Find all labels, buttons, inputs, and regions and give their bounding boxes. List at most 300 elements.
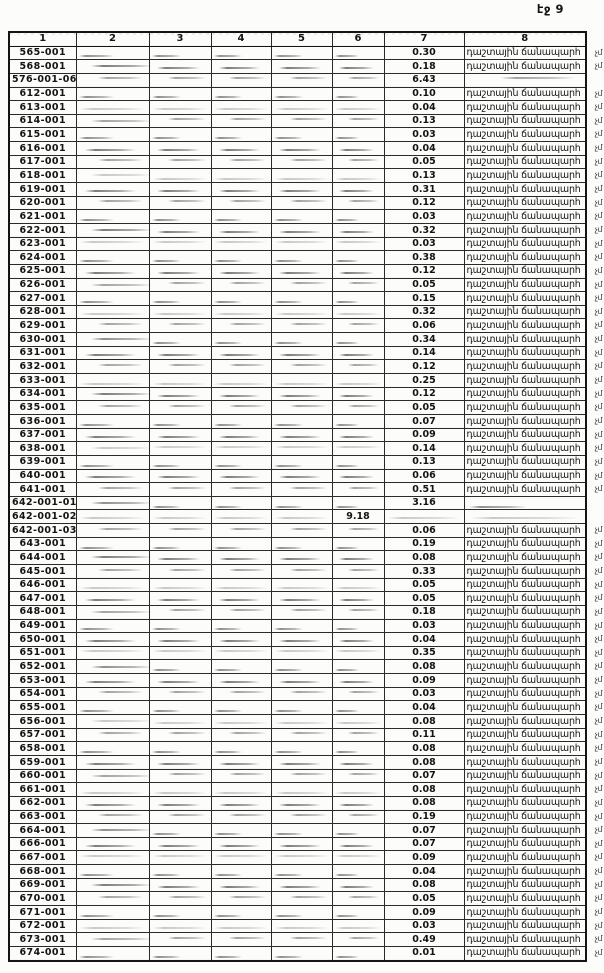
empty-cell [332, 919, 384, 933]
table-row [9, 619, 586, 633]
clipped-overflow-text: չմ [594, 375, 602, 385]
cell-area-col7: 0.12 [384, 387, 464, 401]
clipped-overflow-text: չմ [594, 756, 602, 766]
cell-area-col7: 0.32 [384, 223, 464, 237]
empty-cell [271, 428, 332, 442]
land-use-text: դաշտային ճանապարհ [466, 701, 581, 713]
empty-cell [271, 769, 332, 783]
column-header-1: 1 [9, 32, 76, 46]
empty-cell [76, 183, 149, 197]
cell-land-use [464, 674, 602, 688]
empty-cell [271, 251, 332, 265]
table-row [9, 101, 586, 115]
cell-parcel-id: 655-001 [9, 701, 76, 715]
cell-parcel-id: 615-001 [9, 128, 76, 142]
land-use-text: դաշտային ճանապարհ [466, 156, 581, 168]
empty-cell [384, 510, 464, 524]
table-row [9, 906, 586, 920]
empty-cell [211, 946, 271, 960]
cell-area-col7: 3.16 [384, 496, 464, 510]
empty-cell [211, 728, 271, 742]
cell-land-use [464, 851, 602, 865]
empty-cell [149, 428, 211, 442]
empty-cell [149, 292, 211, 306]
cell-land-use [464, 619, 602, 633]
empty-cell [76, 142, 149, 156]
table-row [9, 469, 586, 483]
empty-cell [271, 824, 332, 838]
empty-cell [211, 333, 271, 347]
land-use-text: դաշտային ճանապարհ [466, 688, 581, 700]
empty-cell [211, 251, 271, 265]
cell-land-use [464, 524, 602, 538]
clipped-overflow-text: չմ [594, 129, 602, 139]
column-header-4: 4 [211, 32, 271, 46]
empty-cell [271, 892, 332, 906]
cell-land-use [464, 633, 602, 647]
column-header-7: 7 [384, 32, 464, 46]
clipped-overflow-text: չմ [594, 784, 602, 794]
empty-cell [271, 810, 332, 824]
land-use-text: դաշտային ճանապարհ [466, 483, 581, 495]
cell-land-use [464, 455, 602, 469]
clipped-overflow-text: չմ [594, 606, 602, 616]
cell-land-use [464, 60, 602, 74]
clipped-overflow-text: չմ [594, 415, 602, 425]
cell-area-col7: 0.06 [384, 319, 464, 333]
empty-cell [149, 469, 211, 483]
empty-cell [211, 674, 271, 688]
land-use-text: դաշտային ճանապարհ [466, 892, 581, 904]
empty-cell [211, 387, 271, 401]
clipped-overflow-text: չմ [594, 552, 602, 562]
empty-cell [149, 578, 211, 592]
cell-area-col7: 0.13 [384, 169, 464, 183]
cell-land-use [464, 428, 602, 442]
empty-cell [271, 442, 332, 456]
empty-cell [76, 946, 149, 960]
empty-cell [211, 660, 271, 674]
empty-cell [76, 278, 149, 292]
empty-cell [76, 674, 149, 688]
cell-land-use [464, 223, 602, 237]
table-row [9, 169, 586, 183]
land-use-text: դաշտային ճանապարհ [466, 852, 581, 863]
cell-parcel-id: 628-001 [9, 305, 76, 319]
empty-cell [271, 292, 332, 306]
empty-cell [332, 142, 384, 156]
cell-area-col7: 0.25 [384, 374, 464, 388]
table-row [9, 278, 586, 292]
cell-land-use [464, 933, 602, 947]
land-use-text: դաշտային ճանապարհ [466, 933, 581, 945]
clipped-overflow-text: չմ [594, 334, 602, 344]
cell-land-use [464, 906, 602, 920]
cell-parcel-id: 636-001 [9, 414, 76, 428]
cell-parcel-id: 642-001-03 [9, 524, 76, 538]
empty-cell [271, 919, 332, 933]
land-use-text: դաշտային ճանապարհ [466, 538, 581, 550]
cell-parcel-id: 651-001 [9, 646, 76, 660]
empty-cell [332, 551, 384, 565]
empty-cell [149, 742, 211, 756]
empty-cell [76, 87, 149, 101]
table-row [9, 183, 586, 197]
cell-land-use [464, 360, 602, 374]
land-use-text: դաշտային ճանապարհ [466, 306, 581, 318]
table-row [9, 73, 586, 87]
empty-cell [149, 524, 211, 538]
cell-parcel-id: 654-001 [9, 687, 76, 701]
cell-parcel-id: 673-001 [9, 933, 76, 947]
cell-parcel-id: 670-001 [9, 892, 76, 906]
cell-land-use [464, 142, 602, 156]
empty-cell [332, 469, 384, 483]
empty-cell [76, 687, 149, 701]
empty-cell [211, 810, 271, 824]
empty-cell [211, 142, 271, 156]
table-row [9, 237, 586, 251]
clipped-overflow-text: չմ [594, 688, 602, 698]
empty-cell [149, 783, 211, 797]
empty-cell [271, 674, 332, 688]
cell-area-col7: 0.19 [384, 537, 464, 551]
empty-cell [332, 237, 384, 251]
cell-area-col7: 0.05 [384, 278, 464, 292]
cell-land-use [464, 46, 602, 60]
clipped-overflow-text: չմ [594, 797, 602, 807]
empty-cell [271, 496, 332, 510]
land-use-text: դաշտային ճանապարհ [466, 88, 581, 100]
cell-area-col7: 0.08 [384, 660, 464, 674]
empty-cell [271, 196, 332, 210]
empty-cell [271, 387, 332, 401]
empty-cell [149, 46, 211, 60]
clipped-overflow-text: չմ [594, 279, 602, 289]
empty-cell [271, 46, 332, 60]
land-use-text: դաշտային ճանապարհ [466, 265, 581, 277]
empty-cell [271, 837, 332, 851]
table-row [9, 769, 586, 783]
cell-parcel-id: 647-001 [9, 592, 76, 606]
empty-cell [149, 687, 211, 701]
empty-cell [211, 278, 271, 292]
table-row [9, 892, 586, 906]
empty-cell [149, 755, 211, 769]
cell-parcel-id: 669-001 [9, 878, 76, 892]
cell-land-use [464, 319, 602, 333]
clipped-overflow-text: չմ [594, 429, 602, 439]
cell-area-col7: 0.09 [384, 906, 464, 920]
empty-cell [76, 360, 149, 374]
cell-land-use [464, 237, 602, 251]
empty-cell [211, 101, 271, 115]
empty-cell [211, 906, 271, 920]
empty-cell [211, 824, 271, 838]
empty-cell [271, 742, 332, 756]
empty-cell [76, 401, 149, 415]
cell-land-use [464, 346, 602, 360]
empty-cell [76, 728, 149, 742]
empty-cell [332, 687, 384, 701]
clipped-overflow-text: չմ [594, 47, 602, 57]
table-row [9, 933, 586, 947]
empty-cell [332, 837, 384, 851]
empty-cell [211, 578, 271, 592]
empty-cell [76, 210, 149, 224]
empty-cell [271, 73, 332, 87]
empty-cell [271, 592, 332, 606]
cell-area-col7: 0.32 [384, 305, 464, 319]
empty-cell [271, 128, 332, 142]
empty-cell [211, 496, 271, 510]
cell-land-use [464, 333, 602, 347]
empty-cell [76, 374, 149, 388]
table-row [9, 824, 586, 838]
empty-cell [149, 210, 211, 224]
cell-land-use [464, 264, 602, 278]
cell-land-use [464, 605, 602, 619]
empty-cell [149, 633, 211, 647]
empty-cell [332, 483, 384, 497]
empty-cell [332, 578, 384, 592]
clipped-overflow-text: չմ [594, 811, 602, 821]
empty-cell [149, 278, 211, 292]
empty-cell [211, 755, 271, 769]
table-row [9, 578, 586, 592]
cell-parcel-id: 629-001 [9, 319, 76, 333]
cell-area-col7: 0.09 [384, 428, 464, 442]
empty-cell [211, 715, 271, 729]
empty-cell [332, 374, 384, 388]
land-use-text: դաշտային ճանապարհ [466, 742, 581, 754]
empty-cell [271, 237, 332, 251]
land-use-text: դաշտային ճանապարհ [466, 169, 581, 181]
empty-cell [149, 933, 211, 947]
land-use-text: դաշտային ճանապարհ [466, 320, 581, 332]
cell-land-use [464, 483, 602, 497]
clipped-overflow-text: չմ [594, 907, 602, 916]
empty-cell [76, 837, 149, 851]
cell-parcel-id: 620-001 [9, 196, 76, 210]
cell-parcel-id: 656-001 [9, 715, 76, 729]
empty-cell [211, 564, 271, 578]
cell-area-col7: 0.13 [384, 455, 464, 469]
empty-cell [76, 619, 149, 633]
table-row [9, 414, 586, 428]
clipped-overflow-text: չմ [594, 647, 602, 657]
table-row [9, 564, 586, 578]
empty-cell [332, 755, 384, 769]
empty-cell [332, 633, 384, 647]
table-row [9, 537, 586, 551]
table-row [9, 455, 586, 469]
empty-cell [76, 810, 149, 824]
empty-cell [271, 906, 332, 920]
empty-cell [76, 333, 149, 347]
land-use-text: դաշտային ճանապարհ [466, 60, 581, 72]
empty-cell [332, 414, 384, 428]
cell-land-use [464, 442, 602, 456]
cell-area-col7: 0.08 [384, 742, 464, 756]
cell-area-col7: 0.08 [384, 715, 464, 729]
cell-parcel-id: 652-001 [9, 660, 76, 674]
empty-cell [149, 674, 211, 688]
land-use-text: դաշտային ճանապարհ [466, 183, 581, 195]
table-row [9, 210, 586, 224]
empty-cell [332, 183, 384, 197]
empty-cell [211, 892, 271, 906]
empty-cell [271, 305, 332, 319]
cell-area-col7: 0.12 [384, 196, 464, 210]
empty-cell [271, 360, 332, 374]
empty-cell [149, 946, 211, 960]
empty-cell [271, 755, 332, 769]
empty-cell [332, 783, 384, 797]
empty-cell [211, 210, 271, 224]
clipped-overflow-text: չմ [594, 634, 602, 644]
land-use-text: դաշտային ճանապարհ [466, 238, 581, 250]
empty-cell [332, 646, 384, 660]
empty-cell [332, 810, 384, 824]
cell-parcel-id: 660-001 [9, 769, 76, 783]
cell-land-use [464, 810, 602, 824]
clipped-overflow-text: չմ [594, 320, 602, 330]
table-row [9, 592, 586, 606]
land-use-text: դաշտային ճանապարհ [466, 333, 581, 345]
empty-cell [271, 264, 332, 278]
empty-cell [271, 933, 332, 947]
empty-cell [211, 851, 271, 865]
land-use-text: դաշտային ճանապարհ [466, 565, 581, 577]
empty-cell [211, 633, 271, 647]
cell-parcel-id: 662-001 [9, 796, 76, 810]
empty-cell [271, 169, 332, 183]
cell-area-col6: 9.18 [332, 510, 384, 524]
empty-cell [76, 564, 149, 578]
empty-cell [271, 796, 332, 810]
cell-area-col7: 0.09 [384, 674, 464, 688]
empty-cell [332, 769, 384, 783]
cell-land-use [464, 892, 602, 906]
land-use-text: դաշտային ճանապարհ [466, 620, 581, 632]
empty-cell [211, 114, 271, 128]
clipped-overflow-text: չմ [594, 934, 602, 944]
cell-parcel-id: 671-001 [9, 906, 76, 920]
empty-cell [149, 442, 211, 456]
cell-parcel-id: 625-001 [9, 264, 76, 278]
table-row [9, 251, 586, 265]
empty-cell [211, 360, 271, 374]
empty-cell [211, 455, 271, 469]
cell-land-use [464, 305, 602, 319]
cell-land-use [464, 783, 602, 797]
empty-cell [211, 878, 271, 892]
empty-cell [332, 428, 384, 442]
empty-cell [271, 715, 332, 729]
empty-cell [76, 251, 149, 265]
table-row [9, 837, 586, 851]
empty-cell [464, 496, 586, 510]
cell-area-col7: 0.08 [384, 551, 464, 565]
empty-cell [332, 865, 384, 879]
empty-cell [149, 496, 211, 510]
empty-cell [76, 114, 149, 128]
table-row [9, 742, 586, 756]
cell-area-col7: 0.07 [384, 414, 464, 428]
empty-cell [271, 524, 332, 538]
empty-cell [332, 851, 384, 865]
land-use-text: դաշտային ճանապարհ [466, 292, 581, 304]
empty-cell [149, 660, 211, 674]
table-row [9, 387, 586, 401]
table-row [9, 551, 586, 565]
cell-area-col7: 0.05 [384, 155, 464, 169]
land-use-text: դաշտային ճանապարհ [466, 920, 581, 932]
empty-cell [271, 60, 332, 74]
cell-land-use [464, 387, 602, 401]
empty-cell [211, 769, 271, 783]
empty-cell [211, 46, 271, 60]
empty-cell [271, 728, 332, 742]
empty-cell [76, 715, 149, 729]
empty-cell [149, 251, 211, 265]
cell-area-col7: 0.08 [384, 783, 464, 797]
table-row [9, 715, 586, 729]
land-use-text: դաշտային ճանապարհ [466, 470, 581, 482]
empty-cell [211, 414, 271, 428]
empty-cell [271, 619, 332, 633]
land-use-text: դաշտային ճանապարհ [466, 906, 581, 918]
table-row [9, 524, 586, 538]
land-use-text: դաշտային ճանապարհ [466, 279, 581, 291]
empty-cell [211, 524, 271, 538]
empty-cell [76, 223, 149, 237]
cell-parcel-id: 658-001 [9, 742, 76, 756]
empty-cell [332, 210, 384, 224]
empty-cell [271, 210, 332, 224]
clipped-overflow-text: չմ [594, 879, 602, 889]
empty-cell [149, 728, 211, 742]
land-use-text: դաշտային ճանապարհ [466, 115, 581, 127]
land-use-text: դաշտային ճանապարհ [466, 415, 581, 427]
empty-cell [271, 414, 332, 428]
clipped-overflow-text: չմ [594, 88, 602, 98]
cell-land-use [464, 469, 602, 483]
empty-cell [149, 60, 211, 74]
empty-cell [149, 183, 211, 197]
empty-cell [76, 701, 149, 715]
cell-parcel-id: 663-001 [9, 810, 76, 824]
cell-parcel-id: 643-001 [9, 537, 76, 551]
clipped-overflow-text: չմ [594, 920, 602, 930]
table-row [9, 428, 586, 442]
empty-cell [76, 742, 149, 756]
clipped-overflow-text: չմ [594, 702, 602, 712]
cell-land-use [464, 715, 602, 729]
cell-land-use [464, 742, 602, 756]
empty-cell [76, 292, 149, 306]
cell-area-col7: 0.08 [384, 878, 464, 892]
land-use-text: դաշտային ճանապարհ [466, 647, 581, 659]
empty-cell [76, 60, 149, 74]
land-use-text: դաշտային ճանապարհ [466, 661, 581, 673]
empty-cell [332, 114, 384, 128]
cell-area-col7: 0.03 [384, 210, 464, 224]
cell-area-col7: 0.04 [384, 865, 464, 879]
cell-area-col7: 0.07 [384, 824, 464, 838]
empty-cell [76, 878, 149, 892]
